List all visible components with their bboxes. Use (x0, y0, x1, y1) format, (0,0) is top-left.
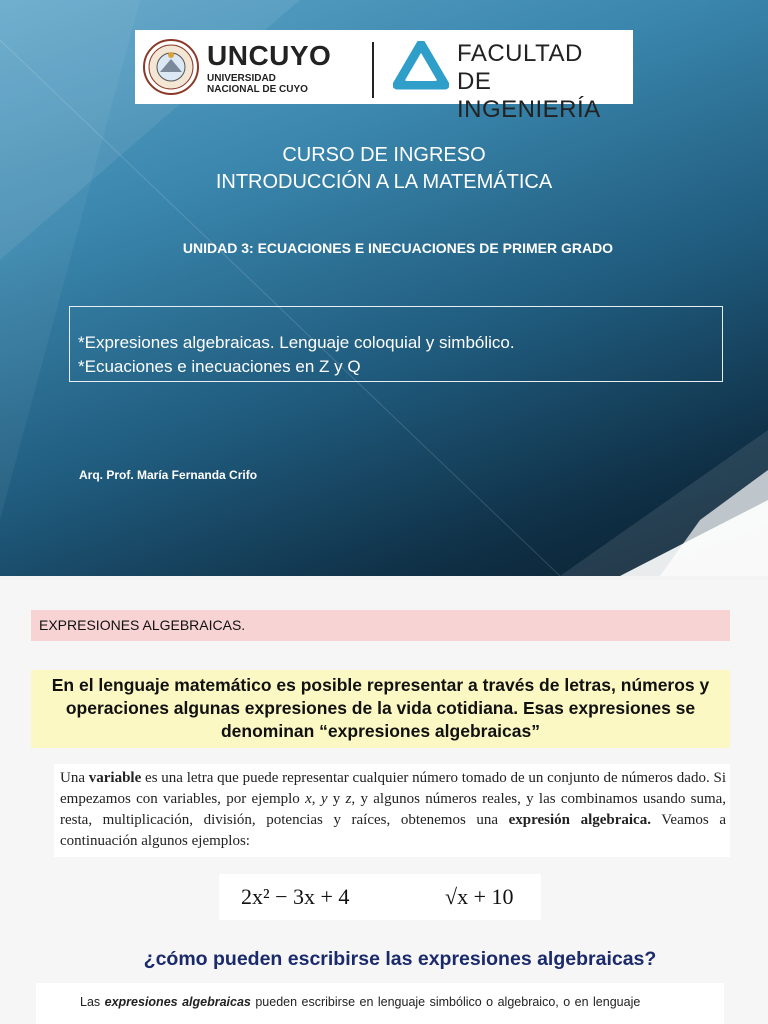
explanation-box (36, 983, 724, 1024)
uncuyo-subtitle (207, 73, 308, 95)
subject-title: INTRODUCCIÓN A LA MATEMÁTICA (215, 171, 553, 193)
uncuyo-sub-line2: NACIONAL DE CUYO (207, 84, 308, 95)
highlight-text: En el lenguaje matemático es posible representar a través de letras, números y operaciones algunas expresiones de la vida cotidiana. Esas expresiones se denominan “expresiones algebraicas” (51, 675, 710, 741)
topic-item: *Ecuaciones e inecuaciones en Z y Q (78, 357, 361, 376)
topic-item: *Expresiones algebraicas. Lenguaje coloquial y simbólico. (78, 333, 515, 352)
uncuyo-sub-line1: UNIVERSIDAD (207, 73, 276, 84)
unit-title: UNIDAD 3: ECUACIONES E INECUACIONES DE PRIMER GRADO (182, 240, 614, 256)
question-heading: ¿cómo pueden escribirse las expresiones algebraicas? (143, 948, 657, 970)
course-title: CURSO DE INGRESO (282, 144, 486, 166)
example-expression: 2x² − 3x + 4 (241, 884, 350, 909)
author: Arq. Prof. María Fernanda Crifo (79, 468, 258, 482)
uncuyo-seal-icon (143, 39, 199, 95)
section-header-text: EXPRESIONES ALGEBRAICAS. (39, 617, 246, 633)
definition-box (54, 764, 730, 857)
logos-banner (135, 30, 633, 123)
content-slide (0, 580, 768, 1024)
highlight-box (31, 670, 730, 748)
faculty-line2: DE INGENIERÍA (457, 68, 601, 123)
logo-divider (372, 42, 374, 98)
definition-text: Una variable es una letra que puede representar cualquier número tomado de un conjunto de números dado. Si empezamos con variables, por ejemplo x, y y z, y algunos números reales, y las combinamos usando suma, resta, multiplicación, división, potencias y raíces, obtenemos una expresión algebraica. Veamos a continuación algunos ejemplos: (60, 770, 727, 849)
section-header (31, 610, 730, 641)
faculty-logo-icon (393, 41, 449, 93)
explanation-text: Las expresiones algebraicas pueden escribirse en lenguaje simbólico o algebraico, o en lenguaje (80, 995, 641, 1009)
faculty-line1: FACULTAD (457, 40, 583, 67)
topics-box (69, 306, 723, 382)
uncuyo-name: UNCUYO (207, 40, 332, 71)
example-expression: √x + 10 (445, 884, 514, 909)
faculty-name (457, 40, 633, 124)
examples-box (219, 874, 541, 920)
